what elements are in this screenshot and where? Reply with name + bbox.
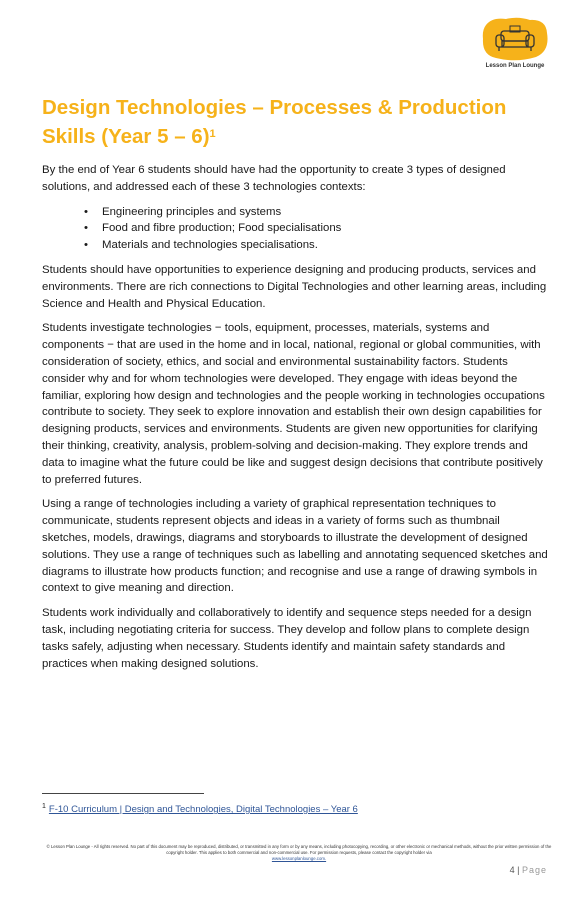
website-link[interactable]: www.lessonplanlounge.com. (271, 856, 327, 862)
paragraph-graphical-representation: Using a range of technologies including a variety of graphical representation techniques to communicate, students represent objects and ideas in a variety of forms such as thumbnail sketches, models, drawings, diagrams and storyboards to illustrate the development of designed solutions. They use a range of techniques such as labelling and annotating sequenced sketches and diagrams to illustrate how products function; and recognise and use a range of drawing symbols in context to give meaning and direction. (42, 498, 548, 595)
body-content (42, 162, 550, 680)
page-separator: | (517, 865, 520, 875)
title-footnote-ref[interactable]: 1 (209, 128, 216, 140)
logo (480, 17, 550, 69)
page-number-value: 4 (509, 865, 515, 875)
list-item: • Materials and technologies specialisations. (102, 237, 550, 254)
footnote-number: 1 (42, 803, 46, 810)
footnote-divider (42, 793, 204, 794)
list-item: • Engineering principles and systems (102, 204, 550, 221)
copyright-notice (44, 844, 554, 863)
logo-emblem (480, 17, 550, 61)
page-title (42, 93, 522, 151)
title-text: Design Technologies – Processes & Production Skills (Year 5 – 6) (42, 96, 507, 148)
paragraph-collaboration: Students work individually and collaboratively to identify and sequence steps needed for a design task, including negotiating criteria for success. They develop and follow plans to complete design tasks safely, adjusting when necessary. Students identify and maintain safety standards and practices when making designed solutions. (42, 607, 532, 670)
footnote (42, 803, 358, 815)
copyright-text: © Lesson Plan Lounge - All rights reserved. No part of this document may be reproduced, distributed, or transmitted in any form or by any means, including photocopying, recording, or other electronic or mechanical methods, without the prior written permission of the copyright holder. This applies to both commercial and non-commercial use. For permission requests, please contact the copyright holder via (46, 844, 552, 856)
list-item: • Food and fibre production; Food specialisations (102, 220, 550, 237)
page-number (510, 865, 547, 875)
intro-paragraph: By the end of Year 6 students should have had the opportunity to create 3 types of designed solutions, and addressed each of these 3 technologies contexts: (42, 164, 506, 193)
footnote-link[interactable]: F-10 Curriculum | Design and Technologies, Digital Technologies – Year 6 (48, 804, 358, 816)
logo-text: Lesson Plan Lounge (485, 63, 545, 69)
contexts-list (42, 204, 550, 254)
paragraph-opportunities: Students should have opportunities to experience designing and producing products, services and environments. There are rich connections to Digital Technologies and other learning areas, including Science and Health and Physical Education. (42, 263, 547, 310)
page-label: Page (521, 865, 547, 875)
paragraph-investigate: Students investigate technologies − tools, equipment, processes, materials, systems and components − that are used in the home and in local, national, regional or global communities, with consideration of society, ethics, and social and environmental sustainability factors. Students consider why and for whom technologies were developed. They engage with ideas beyond the familiar, exploring how design and technologies and the people working in technologies occupations contribute to society. They seek to explore innovation and establish their own design capabilities for designing products, services and environments. Students are given new opportunities for clarifying their thinking, creativity, analysis, problem-solving and decision-making. They explore trends and data to imagine what the future could be like and suggest design decisions that contribute positively to preferred futures. (42, 322, 545, 486)
